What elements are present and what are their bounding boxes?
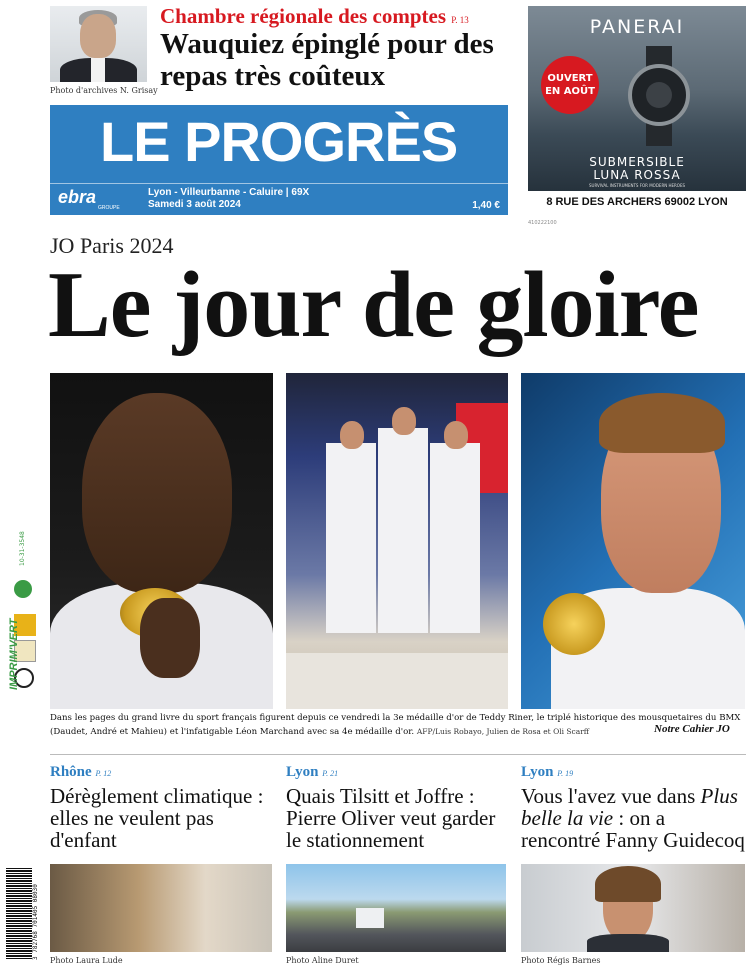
- section-reference[interactable]: Notre Cahier JO: [654, 723, 730, 735]
- masthead: [50, 105, 508, 215]
- watch-image: [628, 64, 690, 126]
- barcode-number: 3 782768 701405 08030: [32, 884, 39, 960]
- barcode: [6, 868, 32, 960]
- ad-address: 8 RUE DES ARCHERS 69002 LYON: [546, 196, 728, 208]
- article-quais[interactable]: [286, 764, 508, 851]
- article-photo-rhone[interactable]: [50, 864, 272, 952]
- article-kicker: Rhône P. 12: [50, 764, 112, 780]
- advertisement[interactable]: [528, 6, 746, 191]
- top-story-kicker-text: Chambre régionale des comptes: [160, 4, 446, 28]
- photo-caption: Dans les pages du grand livre du sport français figurent depuis ce vendredi la 3e médaille d'or de Teddy Riner, le triplé historique des mousquetaires du BMX (Daudet, André et Mahieu) et l'infatigable Léon Marchand avec sa 4e médaille d'or. AFP/Luis Robayo, Julien de Rosa et Oli Scarff: [50, 713, 741, 737]
- top-story-photo: [50, 6, 147, 82]
- price: 1,40 €: [472, 200, 500, 211]
- ad-product: SUBMERSIBLE LUNA ROSSA: [589, 155, 685, 182]
- imprim-vert-label: IMPRIM'VERT: [8, 618, 20, 690]
- main-kicker: JO Paris 2024: [50, 233, 174, 258]
- divider: [50, 754, 746, 755]
- ad-brand: PANERAI: [589, 16, 685, 38]
- photo-bmx-podium[interactable]: [286, 373, 508, 709]
- leaf-icon: [14, 580, 32, 598]
- main-headline[interactable]: Le jour de gloire: [48, 253, 699, 357]
- photo-teddy-riner[interactable]: [50, 373, 273, 709]
- article-rhone[interactable]: [50, 764, 272, 851]
- article-title: Vous l'avez vue dans Plus belle la vie : on a rencontré Fanny Guidecoq: [521, 784, 745, 852]
- photo-leon-marchand[interactable]: [521, 373, 745, 709]
- photo-credit: Photo Régis Barnes: [521, 956, 601, 965]
- article-photo-quais[interactable]: [286, 864, 506, 952]
- article-plus-belle-la-vie[interactable]: [521, 764, 746, 851]
- article-title: Quais Tilsitt et Joffre : Pierre Oliver veut garder le stationnement: [286, 784, 496, 852]
- article-kicker: Lyon P. 21: [286, 764, 339, 780]
- ad-tagline: SURVIVAL INSTRUMENTS FOR MODERN HEROES: [588, 183, 686, 188]
- top-story-page: P. 13: [451, 15, 469, 25]
- ad-code: 410222100: [528, 220, 557, 226]
- ebra-logo: ebra GROUPE: [58, 187, 120, 211]
- article-title: Dérèglement climatique : elles ne veulent pas d'enfant: [50, 784, 264, 852]
- editions: Lyon - Villeurbanne - Caluire | 69X: [148, 187, 310, 198]
- ad-badge: OUVERT EN AOÛT: [541, 56, 599, 114]
- top-story-kicker[interactable]: [160, 4, 469, 29]
- top-story-title[interactable]: Wauquiez épinglé pour des repas très coûteux: [160, 28, 494, 92]
- article-kicker: Lyon P. 19: [521, 764, 574, 780]
- cert-code: 10-31-3548: [19, 531, 26, 566]
- photo-credit: Photo Laura Lude: [50, 956, 123, 965]
- article-photo-fanny[interactable]: [521, 864, 745, 952]
- issue-date: Samedi 3 août 2024: [148, 199, 241, 210]
- photo-credit: Photo Aline Duret: [286, 956, 359, 965]
- edition-info: [148, 187, 309, 211]
- top-story-photo-credit: Photo d'archives N. Grisay: [50, 86, 158, 95]
- newspaper-logo[interactable]: LE PROGRÈS: [100, 110, 458, 173]
